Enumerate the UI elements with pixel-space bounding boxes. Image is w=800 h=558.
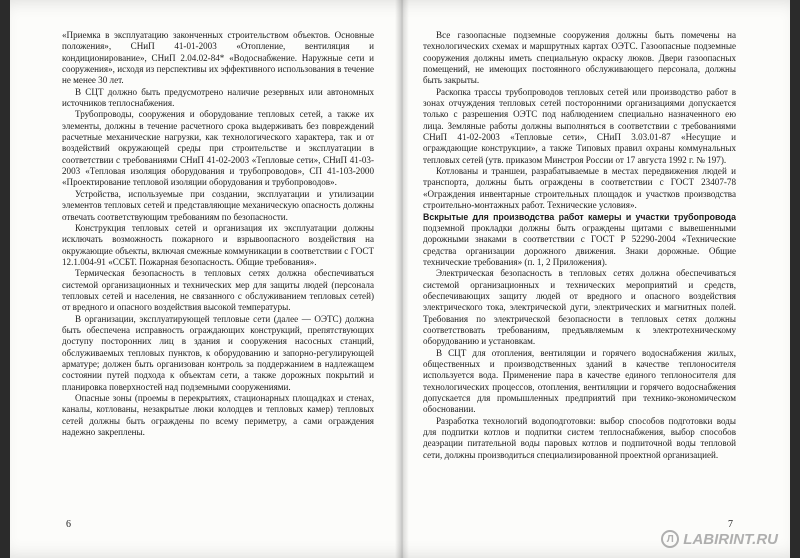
page-number-right: 7: [728, 519, 733, 530]
labirint-logo-icon: Л: [661, 530, 679, 548]
paragraph: Конструкция тепловых сетей и организация их эксплуатации должны исключать возможность пожарного и взрывоопасного воздействия на окружающие объекты, включая смежные коммуникации в соответствии с ГОСТ 12.1.004-91 «ССБТ. Пожарная безопасность. Общие требования».: [62, 222, 374, 267]
paragraph: Котлованы и траншеи, разрабатываемые в местах передвижения людей и транспорта, должны быть ограждены в соответствии с ГОСТ 23407-78 «Ограждения инвентарные строительных площадок и участков производства строительно-монтажных работ. Технические условия».: [423, 166, 736, 211]
paragraph: В организации, эксплуатирующей тепловые сети (далее — ОЭТС) должна быть обеспечена исправность ограждающих конструкций, препятствующих доступу посторонних лиц в здания и сооружения насосных станций, обслуживаемых тепловых пунктов, к оборудованию и запорно-регулирующей арматуре; должен быть организован контроль за поддержанием в надлежащем состоянии путей подхода к объектам сети, а также дорожных покрытий и планировка поверхностей над подземными сооружениями.: [62, 313, 374, 392]
paragraph: Трубопроводы, сооружения и оборудование тепловых сетей, а также их элементы, должны в течение расчетного срока выдерживать без повреждений расчетные механические нагрузки, как технологического характера, так и от воздействий окружающей среды при строительстве и эксплуатации в соответствии с требованиями СНиП 41-02-2003 «Тепловые сети», СНиП 41-03-2003 «Тепловая изоляция оборудования и трубопроводов», СП 41-103-2000 «Проектирование тепловой изоляции оборудования и трубопроводов».: [62, 109, 374, 188]
watermark: [661, 530, 778, 548]
left-page: [62, 30, 374, 540]
paragraph: Устройства, используемые при создании, эксплуатации и утилизации элементов тепловых сетей и представляющие механическую опасность должны отвечать соответствующим требованиям по безопасности.: [62, 188, 374, 222]
paragraph-with-bold-lead: [423, 212, 736, 269]
paragraph: Раскопка трассы трубопроводов тепловых сетей или производство работ в зонах отчуждения тепловых сетей посторонними организациями допускается только с разрешения ОЭТС под наблюдением специально назначенного ею лица. Земляные работы должны выполняться в соответствии с требованиями СНиП 41-02-2003 «Тепловые сети», СНиП 3.03.01-87 «Несущие и ограждающие конструкции», а также Типовых правил охраны коммунальных тепловых сетей (утв. приказом Минстроя России от 17 августа 1992 г. № 197).: [423, 86, 736, 165]
bold-lead-rest: подземной прокладки должны быть ограждены щитами с вывешенными дорожными знаками в соответствии с ГОСТ Р 52290-2004 «Технические средства организации дорожного движения. Знаки дорожные. Общие технические требования» (п. 1, 2 Приложения).: [423, 222, 736, 267]
paragraph: Термическая безопасность в тепловых сетях должна обеспечиваться системой организационных и технических мер для защиты людей (персонала тепловых сетей и населения, не связанного с обслуживанием тепловых сетей) от вредного и опасного воздействия высокой температуры.: [62, 268, 374, 313]
paragraph: В СЦТ для отопления, вентиляции и горячего водоснабжения жилых, общественных и производственных зданий в качестве теплоносителя используется вода. Применение пара в качестве единого теплоносителя для технологических процессов, отопления, вентиляции и горячего водоснабжения допускается для промышленных предприятий при технико-экономическом обосновании.: [423, 347, 736, 415]
paragraph: Все газоопасные подземные сооружения должны быть помечены на технологических схемах и маршрутных картах ОЭТС. Газоопасные подземные сооружения должны иметь специальную окраску люков. Двери газоопасных помещений, не имеющих постоянного обслуживающего персонала, должны быть закрыты.: [423, 30, 736, 86]
book-gutter: [395, 0, 409, 558]
bold-lead: Вскрытые для производства работ камеры и участки трубопровода: [423, 211, 736, 222]
scan-edge-left: [0, 0, 10, 558]
paragraph: Электрическая безопасность в тепловых сетях должна обеспечиваться системой организационных и технических мероприятий и средств, обеспечивающих защиту людей от вредного и опасного воздействия электрического тока, электрической дуги, электрических и магнитных полей. Требования по электрической безопасности в тепловых сетях должны соответствовать требованиям, предъявляемым к электротехническому оборудованию и установкам.: [423, 268, 736, 347]
paragraph: В СЦТ должно быть предусмотрено наличие резервных или автономных источников теплоснабжения.: [62, 86, 374, 109]
paragraph: Опасные зоны (проемы в перекрытиях, стационарных площадках и стенах, каналы, котлованы, незакрытые люки колодцев и тепловых камер) тепловых сетей должны быть ограждены по всему периметру, а сами ограждения надежно закреплены.: [62, 393, 374, 438]
page-number-left: 6: [66, 519, 71, 530]
watermark-text: LABIRINT.RU: [683, 530, 778, 548]
paragraph: «Приемка в эксплуатацию законченных строительством объектов. Основные положения», СНиП 41-01-2003 «Отопление, вентиляция и кондиционирование», СНиП 2.04.02-84* «Водоснабжение. Наружные сети и сооружения», исходя из перспективы их эффективного использования в течение не менее 30 лет.: [62, 30, 374, 86]
right-page: [423, 30, 736, 540]
scan-edge-right: [790, 0, 800, 558]
paragraph: Разработка технологий водоподготовки: выбор способов подготовки воды для подпитки котлов и подпитки систем теплоснабжения, выбор способов деаэрации питательной воды паровых котлов и подпиточной воды тепловой сети, должны производиться специализированной проектной организацией.: [423, 415, 736, 460]
